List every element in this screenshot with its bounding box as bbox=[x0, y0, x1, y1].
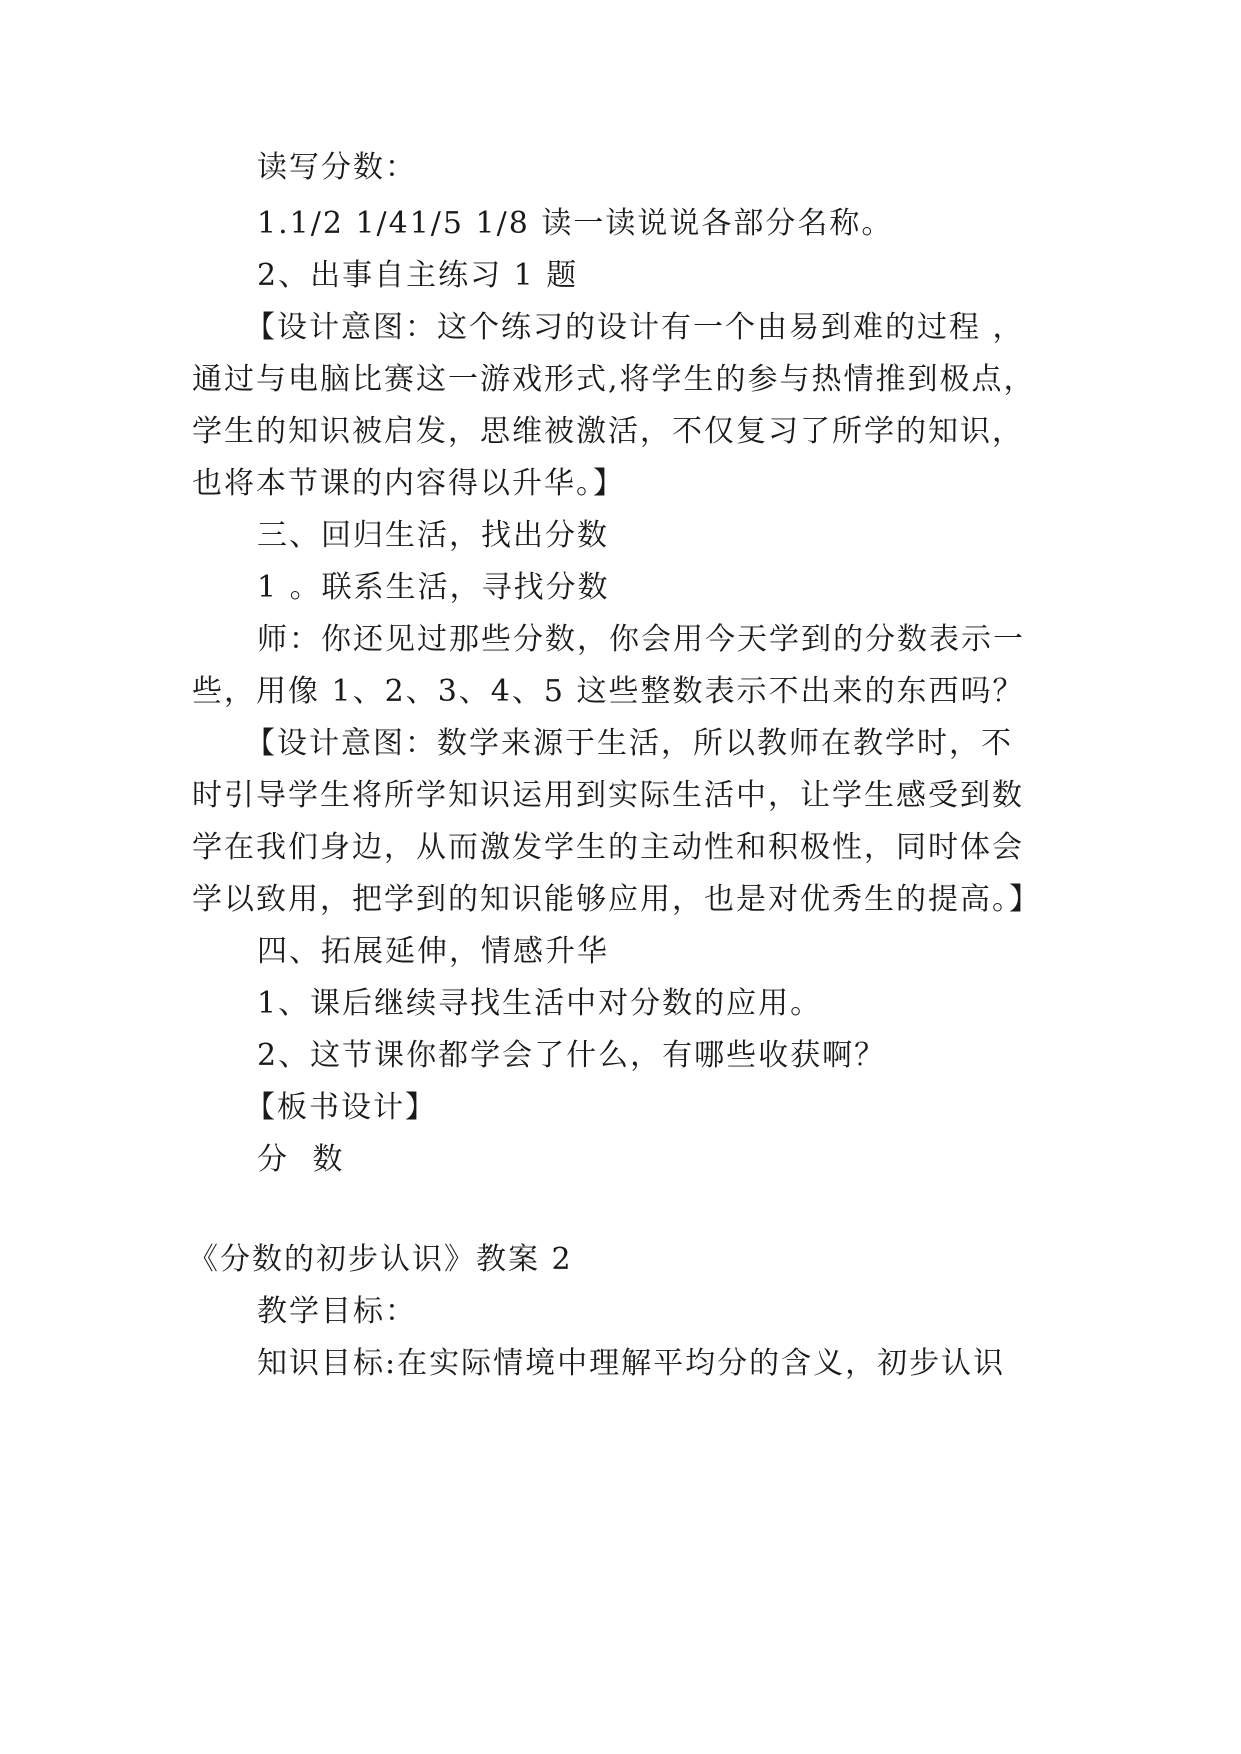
design-intent-2-line-3: 学在我们身边，从而激发学生的主动性和积极性，同时体会 bbox=[192, 830, 1024, 865]
teacher-question-line-2: 些，用像 1、2、3、4、5 这些整数表示不出来的东西吗？ bbox=[192, 674, 1025, 709]
teaching-goals-heading: 教学目标： bbox=[257, 1294, 417, 1329]
exercise-item-2: 2、出事自主练习 1 题 bbox=[257, 258, 579, 293]
extension-item-2: 2、这节课你都学会了什么，有哪些收获啊？ bbox=[257, 1038, 887, 1073]
design-intent-2-line-1: 【设计意图：数学来源于生活，所以教师在教学时，不 bbox=[245, 726, 1013, 761]
teacher-question-line-1: 师：你还见过那些分数，你会用今天学到的分数表示一 bbox=[257, 622, 1025, 657]
subsection-heading-3-1: 1 。联系生活，寻找分数 bbox=[257, 570, 610, 605]
section-heading-read-write-fractions: 读写分数： bbox=[257, 150, 417, 185]
board-design-content: 分 数 bbox=[257, 1142, 351, 1177]
knowledge-goal-line: 知识目标:在实际情境中理解平均分的含义，初步认识 bbox=[257, 1346, 1006, 1381]
design-intent-1-line-2: 通过与电脑比赛这一游戏形式,将学生的参与热情推到极点， bbox=[192, 362, 1036, 397]
extension-item-1: 1、课后继续寻找生活中对分数的应用。 bbox=[257, 986, 823, 1021]
design-intent-1-line-4: 也将本节课的内容得以升华。】 bbox=[192, 466, 625, 501]
lesson-plan-2-title: 《分数的初步认识》教案 2 bbox=[188, 1242, 573, 1277]
section-heading-4: 四、拓展延伸，情感升华 bbox=[257, 934, 609, 969]
section-heading-3: 三、回归生活，找出分数 bbox=[257, 518, 609, 553]
design-intent-2-line-2: 时引导学生将所学知识运用到实际生活中，让学生感受到数 bbox=[192, 778, 1024, 813]
board-design-heading: 【板书设计】 bbox=[245, 1090, 437, 1125]
design-intent-1-line-3: 学生的知识被启发，思维被激活，不仅复习了所学的知识， bbox=[192, 414, 1024, 449]
exercise-item-1: 1.1/2 1/41/5 1/8 读一读说说各部分名称。 bbox=[257, 206, 894, 241]
design-intent-2-line-4: 学以致用，把学到的知识能够应用，也是对优秀生的提高。】 bbox=[192, 882, 1041, 917]
design-intent-1-line-1: 【设计意图：这个练习的设计有一个由易到难的过程 ， bbox=[245, 310, 1025, 345]
